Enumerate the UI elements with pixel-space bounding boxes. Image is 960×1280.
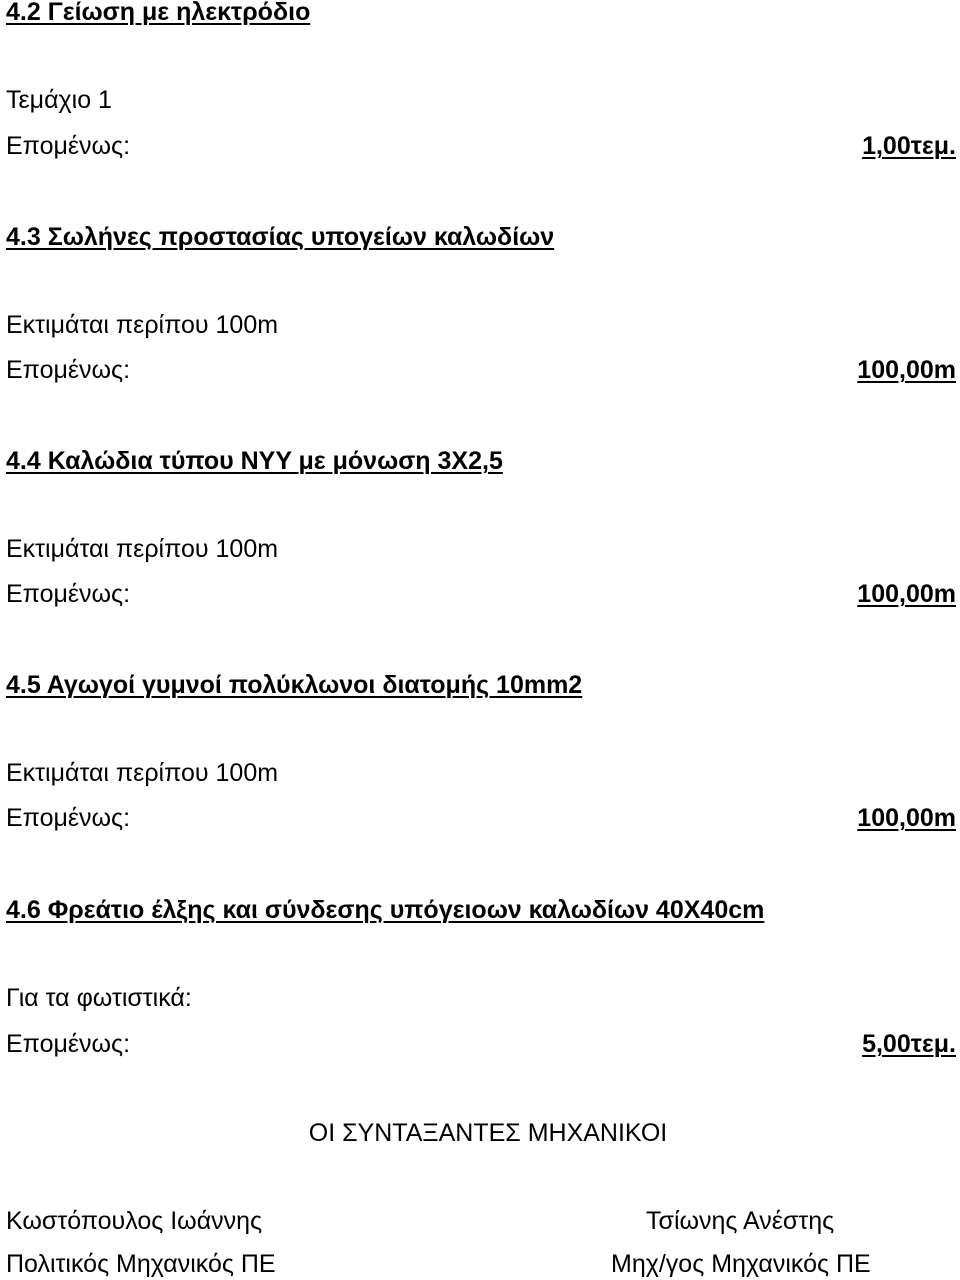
signatory-left-name: Κωστόπουλος Ιωάννης xyxy=(6,1207,263,1235)
section-heading-4-5: 4.5 Αγωγοί γυμνοί πολύκλωνοι διατομής 10mm2 xyxy=(6,671,583,699)
signatories-title: ΟΙ ΣΥΝΤΑΞΑΝΤΕΣ ΜΗΧΑΝΙΚΟΙ xyxy=(308,1119,668,1147)
therefore-label-4-4: Επομένως: xyxy=(6,580,131,608)
therefore-label-4-5: Επομένως: xyxy=(6,804,131,832)
section-description-4-2: Τεμάχιο 1 xyxy=(6,86,112,114)
signatory-left-role: Πολιτικός Μηχανικός ΠΕ xyxy=(6,1250,276,1278)
section-heading-4-6: 4.6 Φρεάτιο έλξης και σύνδεσης υπόγειοων καλωδίων 40Χ40cm xyxy=(6,896,765,924)
section-description-4-5: Εκτιμάται περίπου 100m xyxy=(6,759,279,787)
therefore-label-4-3: Επομένως: xyxy=(6,356,131,384)
section-heading-4-4: 4.4 Καλώδια τύπου NYY με μόνωση 3Χ2,5 xyxy=(6,447,503,475)
therefore-label-4-6: Επομένως: xyxy=(6,1030,131,1058)
quantity-4-3: 100,00m xyxy=(857,356,956,384)
section-description-4-4: Εκτιμάται περίπου 100m xyxy=(6,535,279,563)
section-description-4-6: Για τα φωτιστικά: xyxy=(6,984,192,1012)
section-description-4-3: Εκτιμάται περίπου 100m xyxy=(6,311,279,339)
therefore-label-4-2: Επομένως: xyxy=(6,132,131,160)
quantity-4-4: 100,00m xyxy=(857,580,956,608)
signatory-right-name: Τσίωνης Ανέστης xyxy=(646,1207,835,1235)
quantity-4-2: 1,00τεμ. xyxy=(862,132,956,160)
section-heading-4-3: 4.3 Σωλήνες προστασίας υπογείων καλωδίων xyxy=(6,223,555,251)
quantity-4-6: 5,00τεμ. xyxy=(862,1030,956,1058)
section-heading-4-2: 4.2 Γείωση με ηλεκτρόδιο xyxy=(6,0,311,26)
signatory-right-role: Μηχ/γος Μηχανικός ΠΕ xyxy=(611,1250,871,1278)
quantity-4-5: 100,00m xyxy=(857,804,956,832)
